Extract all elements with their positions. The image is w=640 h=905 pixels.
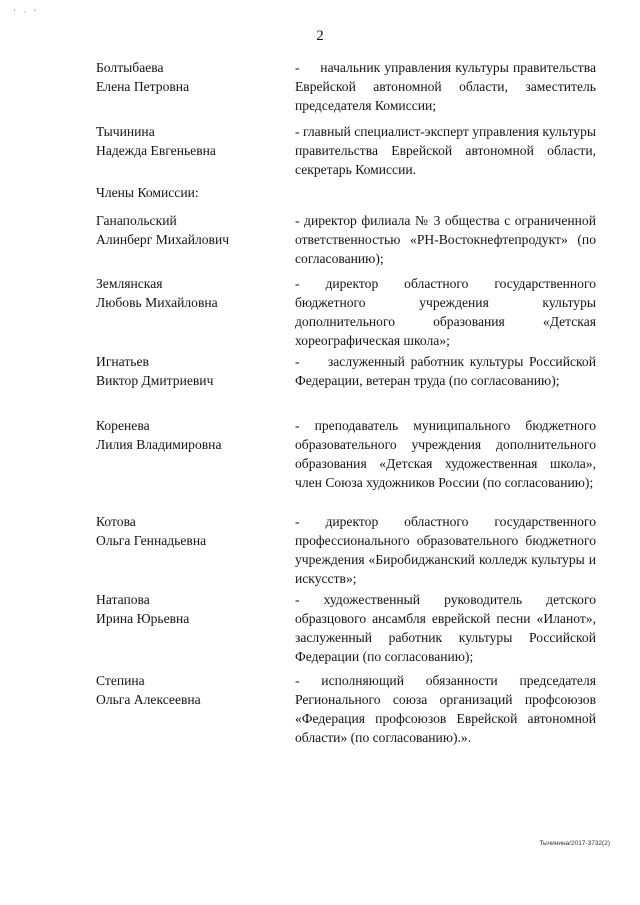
position-description: - директор областного государственного бюджетного учреждения культуры дополнительного образования «Детская хореографическая школа»; <box>295 276 596 348</box>
person-name <box>96 122 291 160</box>
position-description: - директор филиала № 3 общества с ограниченной ответственностью «РН-Востокнефтепродукт» (по согласованию); <box>295 213 596 266</box>
person-name <box>96 58 291 96</box>
position-description: - начальник управления культуры правительства Еврейской автономной области, заместитель председателя Комиссии; <box>295 60 596 113</box>
given-names: Ирина Юрьевна <box>96 611 190 626</box>
surname: Игнатьев <box>96 354 149 369</box>
given-names: Надежда Евгеньевна <box>96 143 216 158</box>
surname: Коренева <box>96 418 150 433</box>
given-names: Ольга Алексеевна <box>96 692 201 707</box>
surname: Тычинина <box>96 124 155 139</box>
given-names: Елена Петровна <box>96 79 190 94</box>
position-description: - главный специалист-эксперт управления культуры правительства Еврейской автономной области, секретарь Комиссии. <box>295 124 596 177</box>
person-name <box>96 352 291 390</box>
given-names: Лилия Владимировна <box>96 437 222 452</box>
surname: Котова <box>96 514 136 529</box>
given-names: Виктор Дмитриевич <box>96 373 214 388</box>
given-names: Ольга Геннадьевна <box>96 533 207 548</box>
person-name <box>96 211 291 249</box>
surname: Ганапольский <box>96 213 177 228</box>
position-description: - заслуженный работник культуры Российской Федерации, ветеран труда (по согласованию); <box>295 354 596 388</box>
position-description: - исполняющий обязанности председателя Регионального союза организаций профсоюзов «Федерация профсоюзов Еврейской автономной области» (по согласованию).». <box>295 673 596 745</box>
page-number: 2 <box>316 28 324 44</box>
surname: Степина <box>96 673 145 688</box>
person-name <box>96 274 291 312</box>
given-names: Алинберг Михайлович <box>96 232 230 247</box>
position-description: - преподаватель муниципального бюджетного образовательного учреждения дополнительного образования «Детская художественная школа», член Союза художников России (по согласованию); <box>295 418 596 490</box>
given-names: Любовь Михайловна <box>96 295 218 310</box>
position-description: - художественный руководитель детского образцового ансамбля еврейской песни «Иланот», заслуженный работник культуры Российской Федерации (по согласованию); <box>295 592 596 664</box>
surname: Болтыбаева <box>96 60 164 75</box>
surname: Землянская <box>96 276 163 291</box>
person-name <box>96 590 291 628</box>
corner-specks: ' · ' <box>14 8 39 17</box>
footer-doc-code: Тычинина/2017-3732(2) <box>539 840 610 847</box>
surname: Натапова <box>96 592 150 607</box>
person-name <box>96 512 291 550</box>
position-description: - директор областного государственного профессионального образовательного бюджетного учреждения «Биробиджанский колледж культуры и искусств»; <box>295 514 596 586</box>
person-name <box>96 416 291 454</box>
person-name <box>96 671 291 709</box>
members-heading: Члены Комиссии: <box>96 185 199 200</box>
